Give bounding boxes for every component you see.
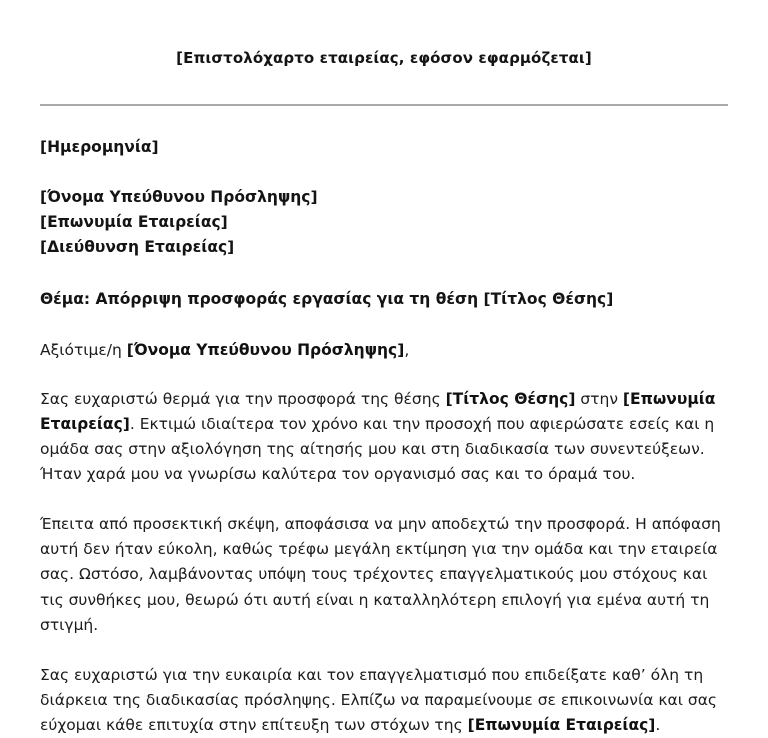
body-paragraph-3 (40, 663, 728, 738)
recipient-company-line: [Επωνυμία Εταιρείας] (40, 213, 228, 232)
paragraph3-segment-2: . (655, 716, 661, 735)
subject-line: Θέμα: Απόρριψη προσφοράς εργασίας για τη θέση [Τίτλος Θέσης] (40, 290, 614, 309)
salutation-prefix: Αξιότιμε/η (40, 340, 127, 359)
paragraph3-segment-1: Σας ευχαριστώ για την ευκαιρία και τον επαγγελματισμό που επιδείξατε καθ’ όλη τη διάρκεια της διαδικασίας πρόσληψης. Ελπίζω να παραμείνουμε σε επικοινωνία και σας εύχομαι κάθε επιτυχία στην επίτευξη των στόχων της (40, 665, 718, 735)
letterhead-placeholder: [Επιστολόχαρτο εταιρείας, εφόσον εφαρμόζεται] (176, 49, 592, 67)
paragraph1-segment-3: . Εκτιμώ ιδιαίτερα τον χρόνο και την προσοχή που αφιερώσατε εσείς και η ομάδα σας στην αξιολόγηση της αίτησής μου και στη διαδικασία των συνεντεύξεων. Ήταν χαρά μου να γνωρίσω καλύτερα τον οργανισμό σας και το όραμά του. (40, 414, 715, 484)
recipient-address-line: [Διεύθυνση Εταιρείας] (40, 238, 235, 257)
job-title-placeholder: [Τίτλος Θέσης] (445, 389, 576, 408)
body-paragraph-1 (40, 387, 728, 487)
salutation-name-placeholder: [Όνομα Υπεύθυνου Πρόσληψης] (126, 340, 405, 359)
date-placeholder: [Ημερομηνία] (40, 137, 159, 156)
header-divider (40, 104, 728, 106)
company-name-placeholder-closing: [Επωνυμία Εταιρείας] (467, 716, 656, 735)
recipient-address-block (40, 185, 728, 260)
recipient-name-line: [Όνομα Υπεύθυνου Πρόσληψης] (40, 188, 318, 206)
company-name-placeholder: [Επωνυμία Εταιρείας] (40, 389, 716, 433)
paragraph1-segment-2: στην (575, 389, 623, 408)
salutation-suffix: , (404, 340, 410, 359)
body-paragraph-2: Έπειτα από προσεκτική σκέψη, αποφάσισα να μην αποδεχτώ την προσφορά. Η απόφαση αυτή δεν ήταν εύκολη, καθώς τρέφω μεγάλη εκτίμηση για την ομάδα και την εταιρεία σας. Ωστόσο, λαμβάνοντας υπόψη τους τρέχοντες επαγγελματικούς μου στόχους και τις συνθήκες μου, θεωρώ ότι αυτή είναι η καταλληλότερη επιλογή για εμένα αυτή τη στιγμή. (40, 515, 721, 634)
salutation-line (40, 339, 728, 362)
paragraph1-segment-1: Σας ευχαριστώ θερμά για την προσφορά της θέσης (40, 389, 446, 408)
